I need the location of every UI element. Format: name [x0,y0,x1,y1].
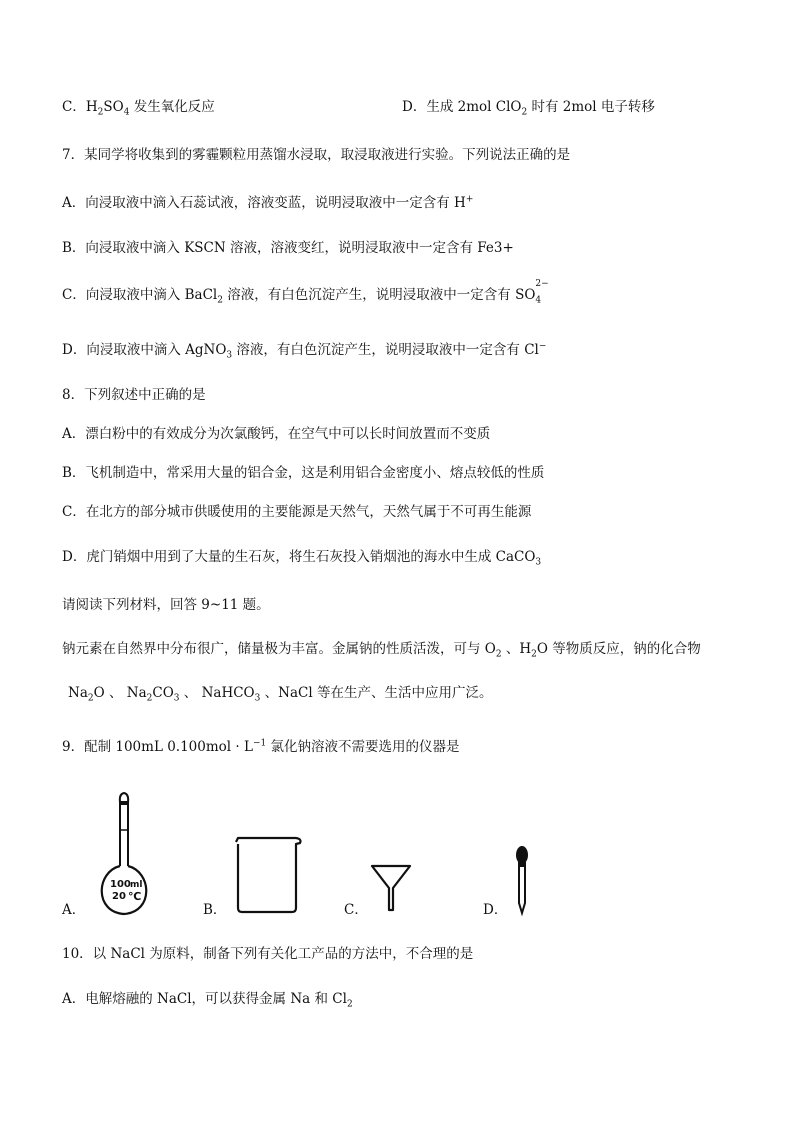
passage-line-2: $Na_2O$ 、 $Na_2CO_3$ 、 NaHCO$_3$ 、NaCl 等在生产、生活中应用广泛。 [68,685,493,704]
q7-option-d: D．向浸取液中滴入 AgNO$_3$ 溶液，有白色沉淀产生，说明浸取液中一定含有 Cl− [62,341,547,361]
q9-option-d-label: D． [483,902,508,918]
q8-stem: 8．下列叙述中正确的是 [62,387,206,403]
q8-option-d: D．虎门销烟中用到了大量的生石灰，将生石灰投入销烟池的海水中生成 CaCO$_3$ [62,549,542,568]
q6-option-d: D．生成 2mol ClO$_2$ 时有 2mol 电子转移 [402,99,655,118]
beaker-illustration [230,834,306,916]
passage-line-1: 钠元素在自然界中分布很广，储量极为丰富。金属钠的性质活泼，可与 $O_2$ 、$H_2O$ 等物质反应，钠的化合物 [62,641,701,660]
q8-option-c: C．在北方的部分城市供暖使用的主要能源是天然气，天然气属于不可再生能源 [62,504,532,520]
q10-option-a: A．电解熔融的 NaCl，可以获得金属 Na 和 $Cl_2$ [62,991,353,1010]
flask-celsius-mark: ℃ [128,890,142,903]
funnel-illustration [369,862,413,914]
q6-option-c: C．$H_2SO_4$ 发生氧化反应 D．生成 2mol ClO$_2$ 时有 2mol 电子转移 [62,99,655,118]
q10-stem: 10．以 NaCl 为原料，制备下列有关化工产品的方法中，不合理的是 [62,946,474,962]
flask-volume-mark: 100 [110,879,131,890]
passage-intro: 请阅读下列材料，回答 9~11 题。 [62,597,270,613]
flask-unit-mark: ml [130,880,143,890]
q7-option-b: B．向浸取液中滴入 KSCN 溶液，溶液变红，说明浸取液中一定含有 Fe3+ [62,240,514,256]
volumetric-flask-illustration [90,790,162,920]
q9-option-b-label: B． [203,902,227,918]
q9-stem: 9．配制 100mL $0.100mol \cdot L^{-1}$ 氯化钠溶液不需要选用的仪器是 [62,738,460,755]
q7-option-c: C．向浸取液中滴入 BaCl$_2$ 溶液，有白色沉淀产生，说明浸取液中一定含有 $SO_4$ 2− [62,279,549,306]
q7-stem: 7．某同学将收集到的雾霾颗粒用蒸馏水浸取，取浸取液进行实验。下列说法正确的是 [62,147,571,163]
dropper-illustration [511,843,533,917]
q8-option-b: B．飞机制造中，常采用大量的铝合金，这是利用铝合金密度小、熔点较低的性质 [62,465,545,481]
q8-option-a: A．漂白粉中的有效成分为次氯酸钙，在空气中可以长时间放置而不变质 [62,426,491,442]
q9-option-a-label: A． [62,902,86,918]
flask-temp-mark: 20 [112,891,126,902]
q9-option-c-label: C． [344,902,368,918]
q7-option-a: A．向浸取液中滴入石蕊试液，溶液变蓝，说明浸取液中一定含有 H+ [62,194,474,211]
